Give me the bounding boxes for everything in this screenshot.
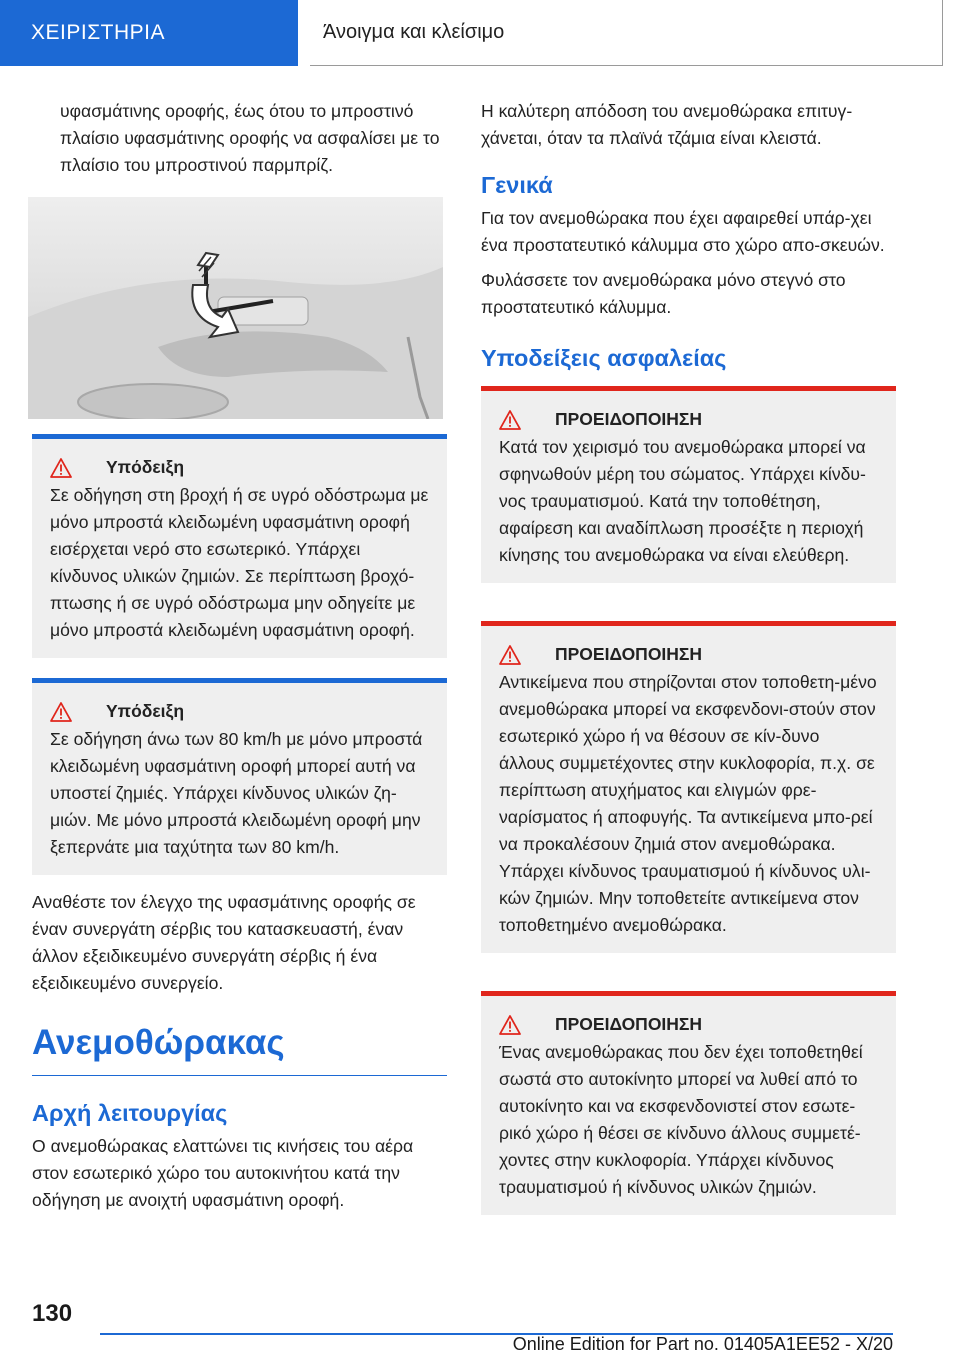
warning-title: ΠΡΟΕΙΔΟΠΟΙΗΣΗ xyxy=(555,644,703,664)
section-tab[interactable] xyxy=(0,0,298,66)
notice-title: Υπόδειξη xyxy=(106,701,185,721)
chapter-tab xyxy=(310,0,943,66)
notice-text: Σε οδήγηση άνω των 80 km/h με μόνο μπροστά κλειδωμένη υφασμάτινη οροφή μπορεί αυτή να υποστεί ζημιές. Υπάρχει κίνδυνος υλικών ζη-μιών. Με μόνο μπροστά κλειδωμένη οροφή μην ξεπερνάτε μια ταχύτητα των 80 km/h. xyxy=(50,729,423,857)
page-number: 130 xyxy=(32,1300,73,1327)
left-column xyxy=(32,98,447,1214)
section-heading: Ανεμοθώρακας xyxy=(32,1023,447,1076)
notice-box-2 xyxy=(32,678,447,875)
latch-illustration xyxy=(28,197,443,419)
edition-text: Online Edition for Part no. 01405A1EE52 - X/20 xyxy=(512,1334,893,1354)
warning-triangle-icon xyxy=(499,410,521,430)
subsection-heading: Αρχή λειτουργίας xyxy=(32,1100,228,1126)
warning-text: Ένας ανεμοθώρακας που δεν έχει τοποθετηθεί σωστά στο αυτοκίνητο μπορεί να λυθεί από το αυτοκίνητο και να εκσφενδονιστεί στον εσωτε-ρικό χώρο ή θέσει σε κίνδυνο άλλους συμμετέ-χοντες στην κυκλοφορία. Υπάρχει κίνδυνος τραυματισμού ή κίνδυνος υλικών ζημιών. xyxy=(499,1042,863,1197)
general-paragraph: Για τον ανεμοθώρακα που έχει αφαιρεθεί υπάρ-χει ένα προστατευτικό κάλυμμα στο χώρο απο-σκευών. xyxy=(481,208,885,255)
warning-triangle-icon xyxy=(50,458,72,478)
warning-triangle-icon xyxy=(499,1015,521,1035)
notice-text: Σε οδήγηση στη βροχή ή σε υγρό οδόστρωμα με μόνο μπροστά κλειδωμένη υφασμάτινη οροφή εισέρχεται νερό στο εσωτερικό. Υπάρχει κίνδυνος υλικών ζημιών. Σε περίπτωση βροχό-πτωσης ή σε υγρό οδόστρωμα μην οδηγείτε με μόνο μπροστά κλειδωμένη υφασμάτινη οροφή. xyxy=(50,485,429,640)
safety-heading: Υποδείξεις ασφαλείας xyxy=(481,345,727,371)
warning-triangle-icon xyxy=(499,645,521,665)
warning-title: ΠΡΟΕΙΔΟΠΟΙΗΣΗ xyxy=(555,1014,703,1034)
notice-title: Υπόδειξη xyxy=(106,457,185,477)
warning-title: ΠΡΟΕΙΔΟΠΟΙΗΣΗ xyxy=(555,409,703,429)
principle-paragraph: Ο ανεμοθώρακας ελαττώνει τις κινήσεις του αέρα στον εσωτερικό χώρο του αυτοκινήτου κατά την οδήγηση με ανοιχτή υφασμάτινη οροφή. xyxy=(32,1136,414,1210)
service-paragraph: Αναθέστε τον έλεγχο της υφασμάτινης οροφής σε έναν συνεργάτη σέρβις του κατασκευαστή, έναν άλλον εξειδικευμένο συνεργάτη σέρβις ή ένα εξειδικευμένο συνεργείο. xyxy=(32,892,416,993)
right-column xyxy=(481,98,896,1215)
warning-triangle-icon xyxy=(50,702,72,722)
notice-box-1 xyxy=(32,434,447,658)
general-heading: Γενικά xyxy=(481,172,553,198)
chapter-title: Άνοιγμα και κλείσιμο xyxy=(323,21,505,43)
page-header xyxy=(0,0,960,66)
warning-box-3 xyxy=(481,991,896,1215)
warning-text: Αντικείμενα που στηρίζονται στον τοποθετη-μένο ανεμοθώρακα μπορεί να εκσφενδονι-στούν στον εσωτερικό χώρο ή να θέσουν σε κίν-δυνο άλλους συμμετέχοντες στην κυκλοφορία, π.χ. σε περίπτωση ατυχήματος και ελιγμών φρε-ναρίσματος ή αποφυγής. Τα αντικείμενα μπο-ρεί να προκαλέσουν ζημιά στον ανεμοθώρακα. Υπάρχει κίνδυνος τραυματισμού ή κίνδυνος υλι-κών ζημιών. Μην τοποθετείτε αντικείμενα στον τοποθετημένο ανεμοθώρακα. xyxy=(499,672,877,935)
warning-text: Κατά τον χειρισμό του ανεμοθώρακα μπορεί να σφηνωθούν μέρη του σώματος. Υπάρχει κίνδυ-νος τραυματισμού. Κατά την τοποθέτηση, αφαίρεση και αναδίπλωση προσέξτε η περιοχή κίνησης του ανεμοθώρακα να είναι ελεύθερη. xyxy=(499,437,866,565)
warning-box-2 xyxy=(481,621,896,953)
warning-box-1 xyxy=(481,386,896,583)
section-title: ΧΕΙΡΙΣΤΗΡΙΑ xyxy=(31,21,166,44)
soft-top-latch-photo xyxy=(28,197,443,419)
intro-paragraph: Η καλύτερη απόδοση του ανεμοθώρακα επιτυγ-χάνεται, όταν τα πλαϊνά τζάμια είναι κλειστά. xyxy=(481,101,853,148)
intro-paragraph: υφασμάτινης οροφής, έως ότου το μπροστινό πλαίσιο υφασμάτινης οροφής να ασφαλίσει με το πλαίσιο του μπροστινού παρμπρίζ. xyxy=(60,101,440,175)
general-paragraph: Φυλάσσετε τον ανεμοθώρακα μόνο στεγνό στο προστατευτικό κάλυμμα. xyxy=(481,270,846,317)
